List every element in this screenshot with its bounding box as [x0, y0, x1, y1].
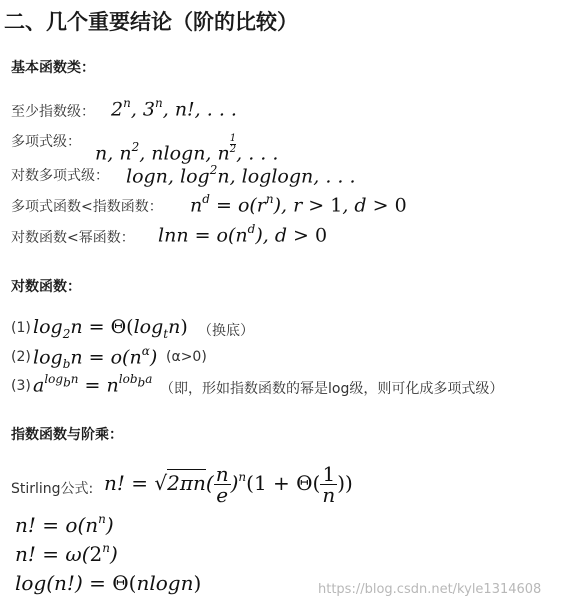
formula-factorial-omega: n! = $\omega(2^n)$	[15, 541, 118, 566]
note-alpha: (α>0)	[166, 349, 207, 365]
formula-log-lt-power: $\ln n = o(n^d)$, d > 0	[158, 222, 328, 247]
note-change-of-base: （换底）	[198, 323, 254, 339]
section-heading-basic: 基本函数类：	[11, 60, 95, 76]
row-label-log-polynomial: 对数多项式级：	[11, 168, 109, 184]
formula-log-factorial: log(n!) = Θ(nlogn)	[15, 571, 202, 595]
formula-polynomial: n, $n^2$, nlogn, n $\frac{1}{2}$ , . . .	[95, 133, 279, 165]
row-label-poly-lt-exp: 多项式函数<指数函数：	[11, 199, 163, 215]
formula-log-polynomial: logn, $\log^2n$, loglogn, . . .	[126, 163, 356, 188]
formula-change-of-base: $\log_2n = \Theta(\log_tn)$	[33, 316, 188, 341]
note-exp-log-power: （即，形如指数函数的幂是log级，则可化成多项式级）	[160, 381, 504, 397]
row-label-polynomial: 多项式级：	[11, 134, 81, 150]
formula-log-lt-power-alpha: $\log_bn = o(n^\alpha)$	[33, 344, 158, 372]
formula-exponential: 2$^n$, 3$^n$, n!, . . .	[111, 96, 237, 121]
stirling-label: Stirling公式:	[11, 481, 94, 497]
formula-factorial-little-o: n! = $o(n^n)$	[15, 512, 114, 537]
item-number-3: (3)	[11, 378, 31, 394]
formula-exp-log-power: $a^{log_bn} = n^{lob_ba}$	[33, 372, 153, 397]
formula-stirling: n! = √2πn( $\frac{n}{e}$ )$^n$(1 + Θ( $\frac{1}{n}$ ))	[104, 462, 353, 507]
section-heading-exp: 指数函数与阶乘：	[11, 427, 123, 443]
row-label-log-lt-power: 对数函数<幂函数：	[11, 230, 135, 246]
item-number-1: (1)	[11, 320, 31, 336]
section-heading-log: 对数函数：	[11, 279, 81, 295]
formula-poly-lt-exp: $n^d = o(r^n)$, r > 1, d > 0	[190, 192, 407, 217]
page-title: 二、几个重要结论（阶的比较）	[4, 10, 298, 34]
row-label-exponential: 至少指数级：	[11, 104, 95, 120]
watermark: https://blog.csdn.net/kyle1314608	[318, 582, 542, 597]
item-number-2: (2)	[11, 349, 31, 365]
